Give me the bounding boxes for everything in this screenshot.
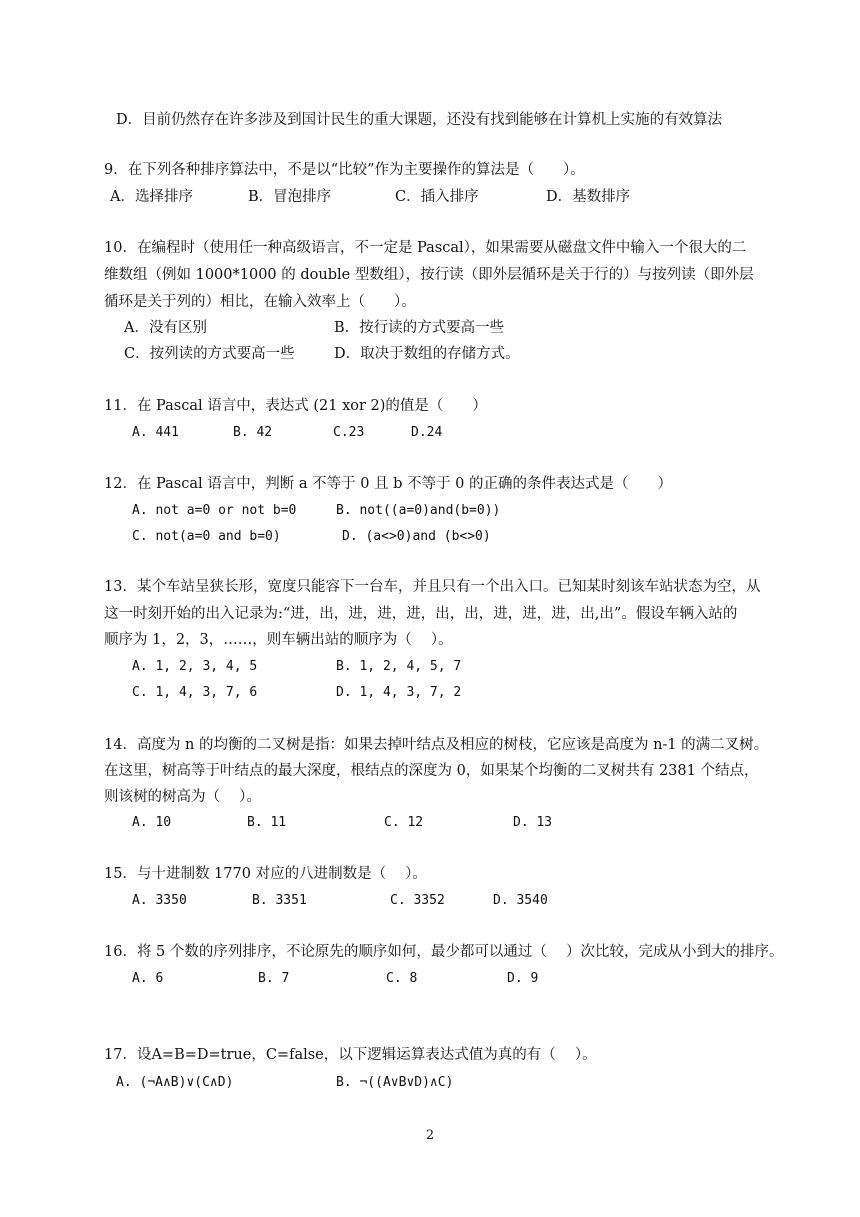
question-13-stem-line-2: 这一时刻开始的出入记录为:“进，出，进，进，进，出，出，进，进，进，出,出”。假设车辆入站的: [104, 606, 738, 622]
question-9-option-c: C．插入排序: [395, 189, 479, 205]
question-9-option-a: A．选择排序: [110, 189, 193, 205]
question-16-option-c: C. 8: [386, 971, 418, 986]
question-14-stem-line-2: 在这里，树高等于叶结点的最大深度，根结点的深度为 0，如果某个均衡的二叉树共有 2381 个结点，: [104, 763, 759, 779]
question-12-option-d: D. (a<>0)and (b<>0): [342, 529, 491, 544]
question-10-option-d: D．取决于数组的存储方式。: [334, 346, 520, 362]
question-15-stem: 15．与十进制数 1770 对应的八进制数是（ ）。: [104, 866, 427, 882]
question-16-option-b: B. 7: [258, 971, 290, 986]
question-15-option-d: D. 3540: [493, 893, 548, 908]
question-15-option-c: C. 3352: [390, 893, 445, 908]
question-14-option-c: C. 12: [384, 815, 424, 830]
question-12-option-a: A. not a=0 or not b=0: [132, 503, 297, 518]
question-13-option-c: C. 1, 4, 3, 7, 6: [132, 685, 258, 700]
question-10-stem-line-1: 10．在编程时（使用任一种高级语言，不一定是 Pascal），如果需要从磁盘文件中输入一个很大的二: [104, 240, 747, 256]
question-9-option-d: D．基数排序: [546, 189, 631, 205]
question-17-option-b: B. ¬((A∨B∨D)∧C): [336, 1075, 454, 1090]
question-12-stem: 12．在 Pascal 语言中，判断 a 不等于 0 且 b 不等于 0 的正确的条件表达式是（ ）: [104, 476, 673, 492]
question-13-option-d: D. 1, 4, 3, 7, 2: [336, 685, 462, 700]
question-13-option-a: A. 1, 2, 3, 4, 5: [132, 659, 258, 674]
question-12-option-c: C. not(a=0 and b=0): [132, 529, 281, 544]
question-17-option-a: A. (¬A∧B)∨(C∧D): [116, 1075, 234, 1090]
question-11-option-d: D.24: [411, 425, 443, 440]
question-13-option-b: B. 1, 2, 4, 5, 7: [336, 659, 462, 674]
question-14-stem-line-1: 14．高度为 n 的均衡的二叉树是指：如果去掉叶结点及相应的树枝，它应该是高度为 n-1 的满二叉树。: [104, 737, 769, 753]
question-10-option-c: C．按列读的方式要高一些: [124, 346, 295, 362]
question-9-stem: 9．在下列各种排序算法中，不是以“比较”作为主要操作的算法是（ ）。: [104, 162, 585, 178]
question-14-stem-line-3: 则该树的树高为（ ）。: [104, 789, 261, 805]
question-11-option-a: A. 441: [132, 425, 179, 440]
question-10-option-b: B．按行读的方式要高一些: [334, 320, 505, 336]
question-9-option-b: B．冒泡排序: [248, 189, 332, 205]
question-10-stem-line-2: 维数组（例如 1000*1000 的 double 型数组），按行读（即外层循环是关于行的）与按列读（即外层: [104, 267, 754, 283]
question-15-option-a: A. 3350: [132, 893, 187, 908]
question-16-stem: 16．将 5 个数的序列排序，不论原先的顺序如何，最少都可以通过（ ）次比较，完成从小到大的排序。: [104, 944, 784, 960]
question-11-option-c: C.23: [333, 425, 365, 440]
question-17-stem: 17．设A=B=D=true，C=false，以下逻辑运算表达式值为真的有（ ）。: [104, 1047, 597, 1063]
question-14-option-b: B. 11: [247, 815, 287, 830]
question-11-stem: 11．在 Pascal 语言中，表达式 (21 xor 2)的值是（ ）: [104, 398, 487, 414]
question-12-option-b: B. not((a=0)and(b=0)): [336, 503, 501, 518]
question-13-stem-line-3: 顺序为 1，2，3，……，则车辆出站的顺序为（ ）。: [104, 632, 453, 648]
question-15-option-b: B. 3351: [252, 893, 307, 908]
question-16-option-d: D. 9: [507, 971, 539, 986]
question-13-stem-line-1: 13．某个车站呈狭长形，宽度只能容下一台车，并且只有一个出入口。已知某时刻该车站状态为空，从: [104, 579, 761, 595]
question-16-option-a: A. 6: [132, 971, 164, 986]
page-number: 2: [425, 1128, 435, 1143]
prev-question-option-d: D．目前仍然存在许多涉及到国计民生的重大课题，还没有找到能够在计算机上实施的有效算法: [116, 112, 723, 128]
question-11-option-b: B. 42: [233, 425, 273, 440]
question-10-stem-line-3: 循环是关于列的）相比，在输入效率上（ ）。: [104, 294, 416, 310]
question-14-option-d: D. 13: [513, 815, 553, 830]
question-10-option-a: A．没有区别: [124, 320, 207, 336]
question-14-option-a: A. 10: [132, 815, 172, 830]
